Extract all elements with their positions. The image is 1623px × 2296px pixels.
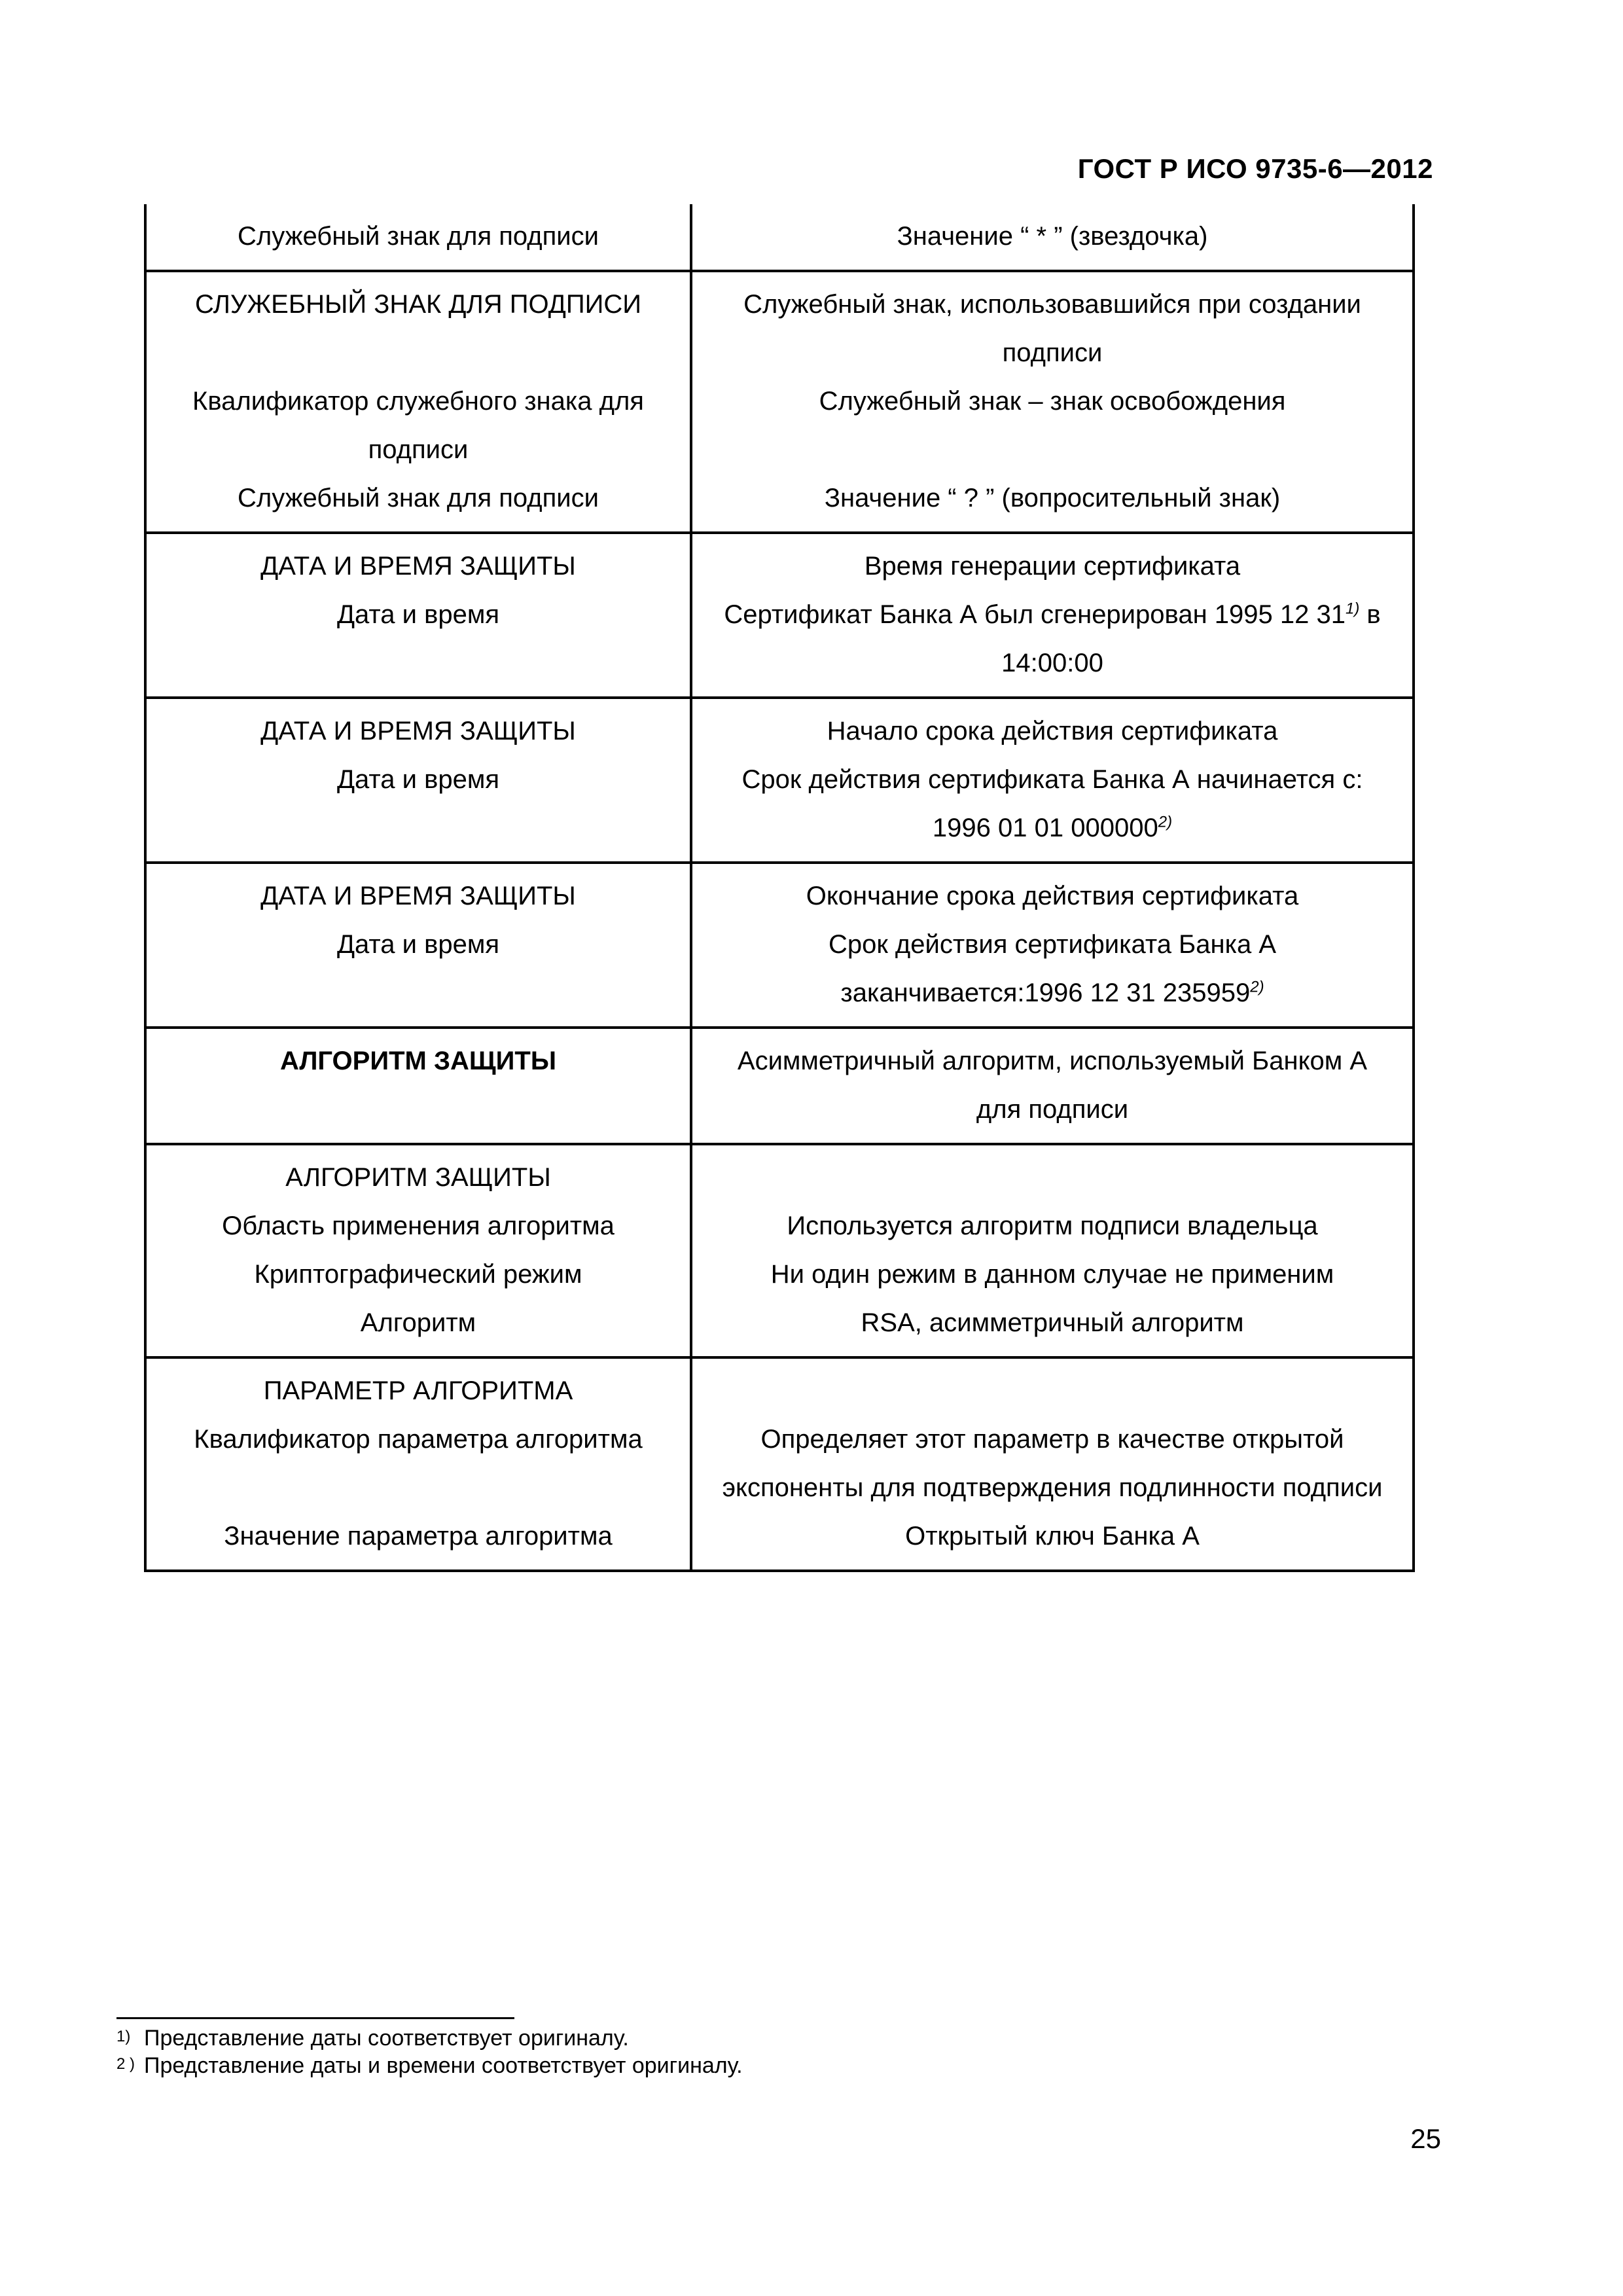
cell-line <box>703 329 1402 377</box>
footnote-reference: 2) <box>1250 978 1264 996</box>
table-row <box>145 863 1414 1028</box>
cell-line <box>157 755 679 804</box>
cell-text: Область применения алгоритма <box>222 1211 615 1240</box>
table-row <box>145 698 1414 863</box>
table-row <box>145 1028 1414 1144</box>
cell-line <box>157 212 679 260</box>
cell-text: Значение “ ? ” (вопросительный знак) <box>824 484 1281 512</box>
cell-text: АЛГОРИТМ ЗАЩИТЫ <box>279 1047 557 1075</box>
element-value-cell <box>691 1357 1414 1571</box>
cell-text: Срок действия сертификата Банка А начинается с: <box>741 765 1363 794</box>
cell-text: Квалификатор служебного знака для <box>192 387 644 416</box>
cell-text: Открытый ключ Банка А <box>905 1522 1200 1551</box>
cell-text: Значение параметра алгоритма <box>224 1522 613 1551</box>
element-value-cell <box>691 271 1414 533</box>
cell-text: ДАТА И ВРЕМЯ ЗАЩИТЫ <box>260 552 576 581</box>
cell-line <box>157 474 679 522</box>
cell-text: Служебный знак для подписи <box>238 222 599 251</box>
cell-text: RSA, асимметричный алгоритм <box>861 1308 1244 1337</box>
footnote-separator <box>116 2017 514 2019</box>
cell-line <box>703 1367 1402 1415</box>
cell-line <box>703 920 1402 969</box>
table-row <box>145 1144 1414 1357</box>
cell-text: Служебный знак, использовавшийся при создании <box>743 290 1361 319</box>
cell-text: Алгоритм <box>360 1308 476 1337</box>
element-value-cell <box>691 863 1414 1028</box>
element-value-cell <box>691 698 1414 863</box>
cell-line <box>703 872 1402 920</box>
cell-line <box>157 804 679 852</box>
cell-text: 14:00:00 <box>1001 649 1103 677</box>
cell-line <box>157 969 679 1017</box>
cell-text: Служебный знак для подписи <box>238 484 599 512</box>
cell-line <box>703 212 1402 260</box>
cell-line <box>703 425 1402 474</box>
footnote-text: Представление даты и времени соответствует оригиналу. <box>144 2053 743 2078</box>
cell-text: Окончание срока действия сертификата <box>806 882 1299 910</box>
cell-line <box>703 1299 1402 1347</box>
cell-line <box>703 1415 1402 1463</box>
cell-text: 1996 01 01 000000 <box>932 814 1158 842</box>
element-name-cell <box>145 1028 691 1144</box>
cell-text: Значение “ * ” (звездочка) <box>897 222 1208 251</box>
cell-text: СЛУЖЕБНЫЙ ЗНАК ДЛЯ ПОДПИСИ <box>195 290 641 319</box>
cell-line <box>157 329 679 377</box>
cell-text: для подписи <box>976 1095 1129 1124</box>
footnote-1 <box>116 2025 629 2051</box>
element-name-cell <box>145 533 691 698</box>
cell-text: подписи <box>1002 338 1103 367</box>
element-value-cell <box>691 204 1414 271</box>
page-number: 25 <box>1410 2123 1441 2154</box>
cell-text: Начало срока действия сертификата <box>827 717 1278 745</box>
cell-line <box>157 280 679 329</box>
cell-line <box>703 1202 1402 1250</box>
cell-line <box>157 1512 679 1560</box>
cell-line <box>157 590 679 639</box>
cell-text: заканчивается:1996 12 31 235959 <box>840 978 1251 1007</box>
cell-line <box>703 1085 1402 1134</box>
cell-text: Сертификат Банка А был сгенерирован 1995 12 31 <box>724 600 1346 629</box>
cell-line <box>703 1153 1402 1202</box>
cell-line <box>703 280 1402 329</box>
element-value-cell <box>691 1144 1414 1357</box>
element-name-cell <box>145 1144 691 1357</box>
cell-line <box>703 377 1402 425</box>
cell-line <box>157 1153 679 1202</box>
cell-text: экспоненты для подтверждения подлинности подписи <box>722 1473 1383 1502</box>
cell-text: Служебный знак – знак освобождения <box>819 387 1286 416</box>
element-name-cell <box>145 204 691 271</box>
cell-line <box>157 377 679 425</box>
cell-text: Ни один режим в данном случае не применим <box>770 1260 1334 1289</box>
cell-line <box>703 474 1402 522</box>
cell-line <box>157 1085 679 1134</box>
table-row <box>145 204 1414 271</box>
cell-line <box>157 920 679 969</box>
cell-line <box>157 1367 679 1415</box>
element-name-cell <box>145 1357 691 1571</box>
cell-line <box>157 1299 679 1347</box>
cell-text: АЛГОРИТМ ЗАЩИТЫ <box>285 1163 551 1192</box>
cell-text: подписи <box>368 435 469 464</box>
cell-text-suffix: в <box>1359 600 1381 629</box>
cell-text: Время генерации сертификата <box>864 552 1241 581</box>
cell-line <box>157 707 679 755</box>
cell-line <box>703 542 1402 590</box>
table-row <box>145 271 1414 533</box>
cell-text: Срок действия сертификата Банка А <box>828 930 1277 959</box>
cell-text: Криптографический режим <box>254 1260 582 1289</box>
footnote-mark: 1) <box>116 2028 131 2045</box>
cell-line <box>703 707 1402 755</box>
cell-text: Дата и время <box>336 600 500 629</box>
cell-line <box>703 969 1402 1017</box>
cell-text: Асимметричный алгоритм, используемый Банком А <box>737 1047 1368 1075</box>
cell-line <box>703 755 1402 804</box>
element-name-cell <box>145 271 691 533</box>
cell-text: Дата и время <box>336 930 500 959</box>
cell-line <box>703 1463 1402 1512</box>
cell-line <box>157 542 679 590</box>
footnote-mark: 2 ) <box>116 2055 135 2073</box>
cell-line <box>157 872 679 920</box>
cell-text: Используется алгоритм подписи владельца <box>787 1211 1318 1240</box>
cell-line <box>703 1250 1402 1299</box>
element-value-cell <box>691 533 1414 698</box>
cell-line <box>157 1463 679 1512</box>
cell-line <box>703 804 1402 852</box>
cell-line <box>703 590 1402 639</box>
cell-line <box>703 1512 1402 1560</box>
cell-line <box>703 639 1402 687</box>
element-name-cell <box>145 698 691 863</box>
document-code-header: ГОСТ Р ИСО 9735-6—2012 <box>1077 153 1433 184</box>
cell-text: ДАТА И ВРЕМЯ ЗАЩИТЫ <box>260 717 576 745</box>
cell-line <box>157 1250 679 1299</box>
element-name-cell <box>145 863 691 1028</box>
cell-text: Дата и время <box>336 765 500 794</box>
cell-text: Определяет этот параметр в качестве открытой <box>760 1425 1344 1454</box>
cell-line <box>703 1037 1402 1085</box>
cell-line <box>157 1037 679 1085</box>
certificate-data-table <box>144 204 1415 1572</box>
cell-text: ПАРАМЕТР АЛГОРИТМА <box>263 1376 573 1405</box>
footnote-reference: 2) <box>1158 813 1173 831</box>
cell-text: ДАТА И ВРЕМЯ ЗАЩИТЫ <box>260 882 576 910</box>
cell-line <box>157 1202 679 1250</box>
table-row <box>145 1357 1414 1571</box>
footnote-2 <box>116 2053 743 2079</box>
element-value-cell <box>691 1028 1414 1144</box>
cell-line <box>157 1415 679 1463</box>
cell-text: Квалификатор параметра алгоритма <box>194 1425 643 1454</box>
table-row <box>145 533 1414 698</box>
footnote-reference: 1) <box>1345 600 1360 618</box>
cell-line <box>157 425 679 474</box>
cell-line <box>157 639 679 687</box>
footnote-text: Представление даты соответствует оригиналу. <box>144 2026 629 2051</box>
